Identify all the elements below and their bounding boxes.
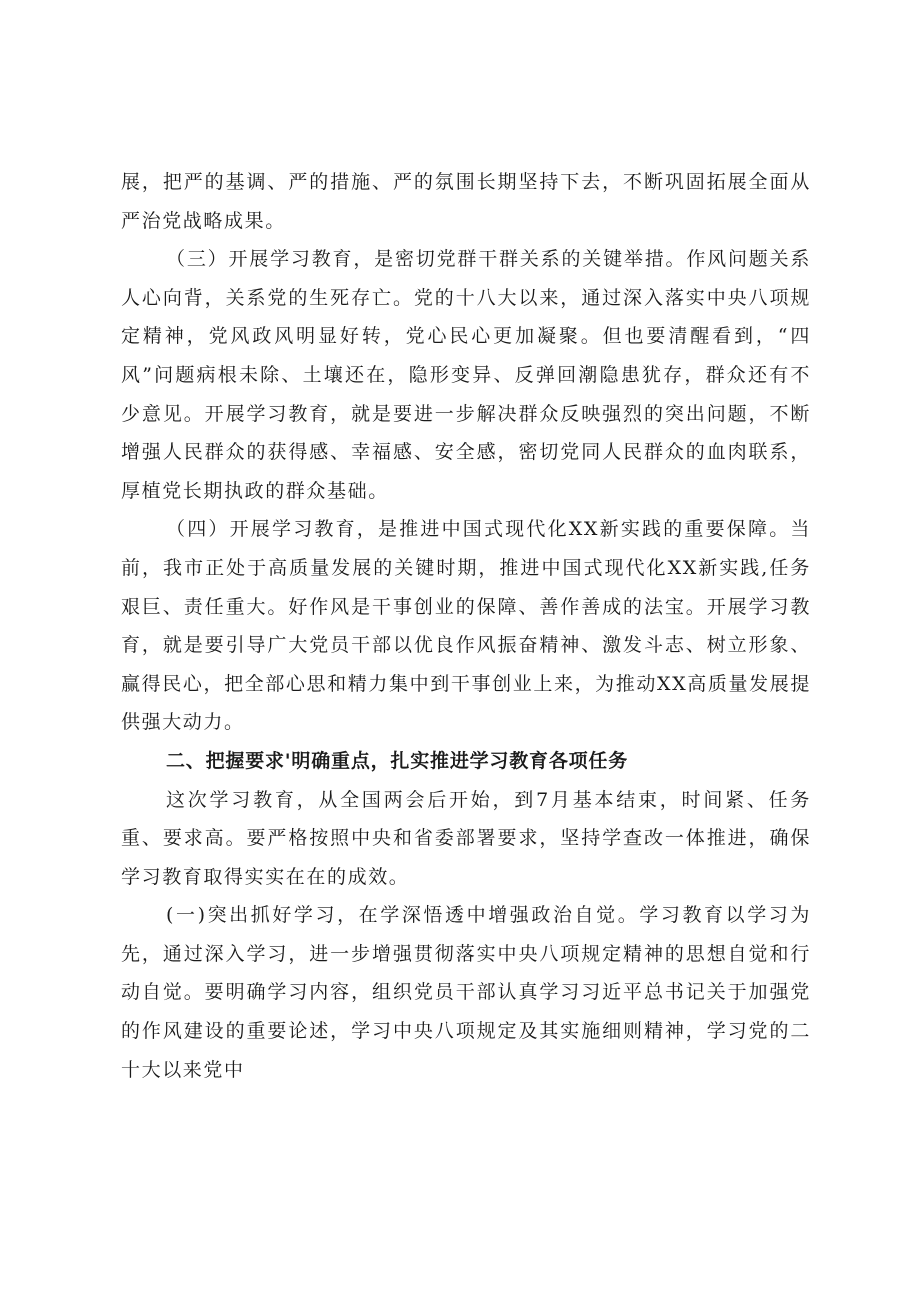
paragraph-intro: 这次学习教育，从全国两会后开始，到7月基本结束，时间紧、任务重、要求高。要严格按照中央和省委部署要求，坚持学查改一体推进，确保学习教育取得实实在在的成效。 [121, 788, 811, 888]
paragraph-section-one: (一)突出抓好学习，在学深悟透中增强政治自觉。学习教育以学习为先，通过深入学习，进一步增强贯彻落实中央八项规定精神的思想自觉和行动自觉。要明确学习内容，组织党员干部认真学习习近平总书记关于加强党的作风建设的重要论述，学习中央八项规定及其实施细则精神，学习党的二十大以来党中 [121, 904, 811, 1081]
document-body [121, 163, 811, 1089]
paragraph-continuation: 展，把严的基调、严的措施、严的氛围长期坚持下去，不断巩固拓展全面从严治党战略成果。 [121, 171, 811, 232]
paragraph-section-four: （四）开展学习教育，是推进中国式现代化XX新实践的重要保障。当前，我市正处于高质量发展的关键时期，推进中国式现代化XX新实践,任务艰巨、责任重大。好作风是干事创业的保障、善作善成的法宝。开展学习教育，就是要引导广大党员干部以优良作风振奋精神、激发斗志、树立形象、赢得民心，把全部心思和精力集中到干事创业上来，为推动XX高质量发展提供强大动力。 [121, 518, 811, 734]
paragraph-section-three: （三）开展学习教育，是密切党群干群关系的关键举措。作风问题关系人心向背，关系党的生死存亡。党的十八大以来，通过深入落实中央八项规定精神，党风政风明显好转，党心民心更加凝聚。但也要清醒看到，“四风”问题病根未除、土壤还在，隐形变异、反弹回潮隐患犹存，群众还有不少意见。开展学习教育，就是要进一步解决群众反映强烈的突出问题，不断增强人民群众的获得感、幸福感、安全感，密切党同人民群众的血肉联系，厚植党长期执政的群众基础。 [121, 248, 811, 502]
section-heading-two: 二、把握要求'明确重点，扎实推进学习教育各项任务 [166, 749, 629, 772]
